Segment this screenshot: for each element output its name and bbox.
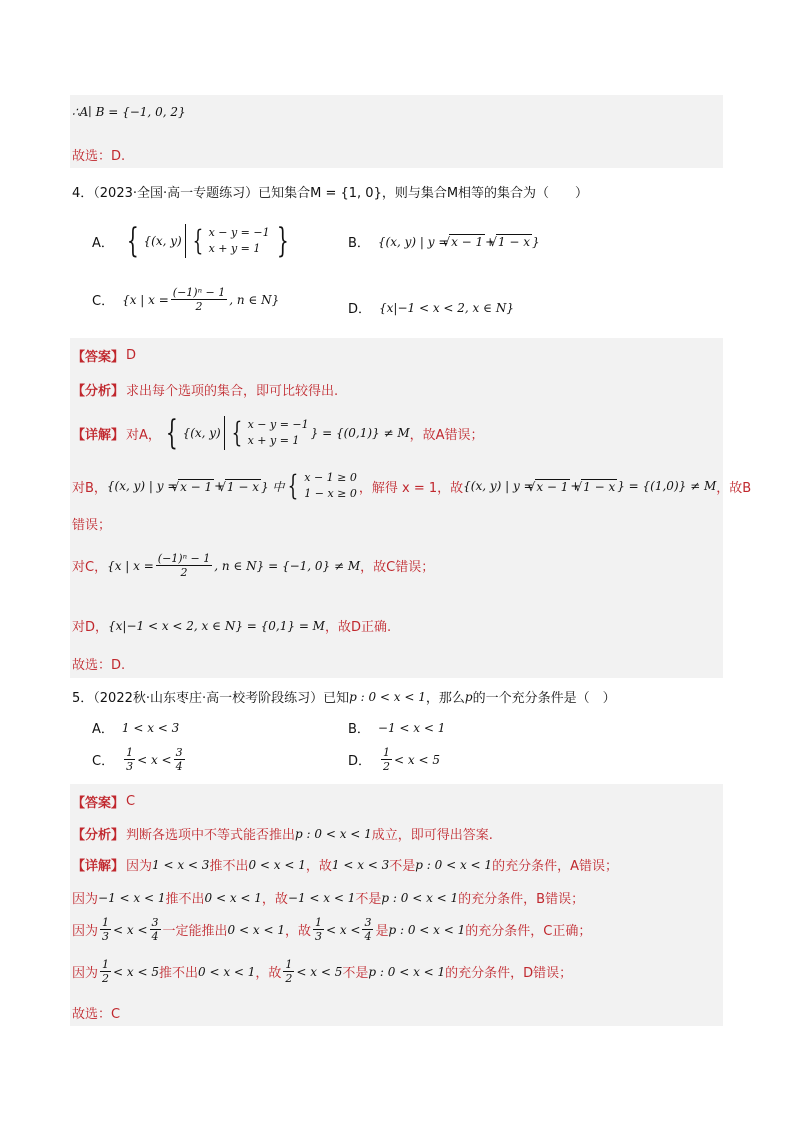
text: ，故 (305, 859, 332, 874)
q4-detail-d-result: {x|−1 < x < 2, x ∈ N} = {0,1} = M (108, 618, 325, 633)
q4-detail-b-result: } = {(1,0)} ≠ M (617, 479, 717, 493)
q5-detail-3 (72, 916, 591, 943)
text: 不是 (342, 966, 369, 981)
q4-detail-c-tail: , n ∈ N} = {−1, 0} ≠ M (214, 558, 361, 573)
q4-detail-c-end: ，故C错误； (360, 560, 435, 575)
q4-detail-d-end: ，故D正确. (324, 620, 392, 635)
q5-answer-line-text: 故选：C (72, 1007, 121, 1022)
q4-detail-b (72, 470, 751, 502)
q5-option-c-mid: < x < (137, 752, 172, 767)
q4-detail-c (72, 552, 434, 579)
math: 0 < x < 1 (198, 964, 256, 979)
q4-analysis (72, 380, 338, 399)
q4-option-a-eq2: x + y = 1 (208, 242, 261, 255)
q5-option-c-frac2 (174, 746, 185, 773)
math: −1 < x < 1 (287, 890, 356, 905)
q5-answer-value: C (126, 794, 136, 809)
fraction-denominator: 2 (285, 972, 293, 985)
q4-option-c-fraction (171, 286, 227, 313)
q5-answer (72, 792, 135, 811)
q4-detail-b-root2b: √ 1 − x (581, 479, 617, 494)
q4-stem-text: 4．（2023·全国·高一专题练习）已知集合M = {1, 0}，则与集合M相等的集合为（ ） (72, 186, 589, 201)
q5-option-c-label: C． (92, 754, 115, 769)
q4-option-b-root2: √ 1 − x (496, 234, 532, 249)
q5-option-c-frac1 (124, 746, 135, 773)
q4-option-b (348, 232, 540, 251)
fraction-numerator: (−1)ⁿ − 1 (157, 552, 211, 565)
q4-detail-b-set: {(x, y) | y = (106, 479, 178, 493)
detail-tag: 【详解】 (72, 427, 125, 443)
q5-option-a-value: 1 < x < 3 (121, 720, 180, 735)
text: 的充分条件，D错误； (445, 966, 573, 981)
fraction-numerator: (−1)ⁿ − 1 (172, 286, 226, 299)
set-bar (185, 224, 186, 258)
math: 0 < x < 1 (248, 857, 306, 872)
q4-detail-a-prefix: 对A， (126, 427, 161, 443)
q5-option-b-value: −1 < x < 1 (377, 720, 446, 735)
q4-option-a-eq1: x − y = −1 (208, 226, 270, 239)
q5-analysis-prefix: 判断各选项中不等式能否推出 (126, 828, 296, 843)
fraction-numerator: 1 (383, 746, 391, 759)
math: < x < (325, 922, 361, 937)
q5-option-c (92, 746, 187, 773)
text: 推不出 (165, 892, 205, 907)
q4-answer-value: D (126, 348, 137, 363)
q5-analysis-math: p : 0 < x < 1 (295, 826, 372, 841)
q5-detail-4 (72, 958, 572, 985)
fraction-denominator: 3 (126, 760, 134, 773)
q4-detail-c-fraction (156, 552, 212, 579)
q4-answer-line-text: 故选：D. (72, 658, 126, 673)
q4-stem (72, 182, 588, 201)
q5-stem-mid: ，那么 (425, 691, 465, 706)
prev-answer-line (72, 145, 125, 164)
q4-answer-line (72, 654, 125, 673)
q4-detail-a-result: } = {(0,1)} ≠ M (310, 426, 410, 440)
q4-option-c-label: C． (92, 294, 115, 309)
math: < x < 5 (296, 964, 343, 979)
math: p : 0 < x < 1 (415, 857, 493, 872)
math: −1 < x < 1 (98, 890, 166, 905)
q5-option-d (348, 746, 440, 773)
q4-option-a (92, 221, 293, 261)
q5-stem-prefix: 5．（2022秋·山东枣庄·高一校考阶段练习）已知 (72, 691, 350, 706)
answer-tag: 【答案】 (72, 796, 125, 811)
q4-option-c-set: {x | x = (122, 292, 169, 307)
q4-detail-b-root1b: √ x − 1 (535, 479, 571, 494)
fraction-numerator: 1 (102, 916, 110, 929)
q5-answer-line (72, 1003, 120, 1022)
prev-answer-text: 故选：D. (72, 149, 126, 164)
math: 0 < x < 1 (227, 922, 285, 937)
q5-stem-suffix: 的一个充分条件是（ ） (472, 691, 616, 706)
q4-detail-a-system (248, 417, 309, 449)
q5-option-d-frac (381, 746, 392, 773)
q4-detail-b-ineq1: x − 1 ≥ 0 (304, 471, 357, 484)
text: 的充分条件，A错误； (492, 859, 618, 874)
q4-answer (72, 346, 136, 365)
detail-tag: 【详解】 (72, 859, 125, 874)
q4-option-d-set: {x|−1 < x < 2, x ∈ N} (379, 300, 514, 315)
math: p : 0 < x < 1 (368, 964, 446, 979)
text: ，故 (284, 924, 311, 939)
q5-option-a (92, 718, 179, 737)
q4-detail-b-root1: √ x − 1 (178, 479, 214, 494)
fraction-numerator: 1 (314, 916, 322, 929)
fraction-denominator: 2 (102, 972, 110, 985)
q4-detail-a-set: {(x, y) (182, 426, 221, 440)
q4-option-b-set: {(x, y) | y = (377, 234, 449, 249)
fraction-numerator: 1 (102, 958, 110, 971)
fraction-denominator: 2 (180, 566, 188, 579)
text: ，故 (255, 966, 282, 981)
fraction-denominator: 3 (102, 930, 110, 943)
q4-option-b-label: B． (348, 236, 370, 251)
fraction-denominator: 3 (314, 930, 322, 943)
q4-analysis-text: 求出每个选项的集合，即可比较得出. (126, 384, 339, 399)
math: p : 0 < x < 1 (388, 922, 466, 937)
q4-detail-b-set2: {(x, y) | y = (463, 479, 534, 493)
q5-detail-2 (72, 888, 584, 907)
q4-option-d-label: D． (348, 302, 372, 317)
fraction (283, 958, 294, 985)
q4-detail-b-plus2: + (570, 479, 581, 493)
fraction (362, 916, 373, 943)
prev-conclusion (72, 105, 186, 119)
system-brace: { (288, 469, 299, 502)
q5-option-d-tail: < x < 5 (394, 752, 440, 767)
fraction (150, 916, 161, 943)
q5-analysis-suffix: 成立，即可得出答案. (371, 828, 493, 843)
q4-option-d (348, 298, 514, 317)
text: 因为 (72, 966, 99, 981)
fraction-denominator: 4 (175, 760, 183, 773)
q4-option-a-label: A． (92, 235, 114, 251)
math: p : 0 < x < 1 (381, 890, 459, 905)
q4-detail-c-prefix: 对C， (72, 560, 108, 575)
text: 一定能推出 (162, 924, 228, 939)
q4-detail-b-end: ，故B (716, 480, 752, 496)
answer-tag: 【答案】 (72, 350, 125, 365)
text: 推不出 (209, 859, 249, 874)
math: 1 < x < 3 (152, 857, 210, 872)
text: 的充分条件，B错误； (458, 892, 585, 907)
left-brace: { (165, 413, 178, 453)
system-brace: { (231, 416, 243, 449)
analysis-tag: 【分析】 (72, 828, 125, 843)
q4-detail-a-eq1: x − y = −1 (247, 418, 309, 431)
set-bar (224, 416, 225, 450)
fraction-denominator: 4 (151, 930, 159, 943)
system-brace: { (192, 224, 203, 257)
text: 因为 (72, 924, 99, 939)
math: < x < 5 (113, 964, 159, 979)
q5-stem-condition: p : 0 < x < 1 (349, 689, 426, 704)
q5-option-b-label: B． (348, 722, 370, 737)
prev-conclusion-text: ∴A∣ B = {−1, 0, 2} (72, 105, 186, 119)
fraction-denominator: 2 (383, 760, 391, 773)
q5-analysis (72, 824, 493, 843)
q4-detail-c-set: {x | x = (107, 558, 154, 573)
q4-detail-b-mid: } 中 (260, 479, 285, 494)
fraction-numerator: 3 (151, 916, 159, 929)
fraction (100, 916, 111, 943)
fraction-numerator: 3 (364, 916, 372, 929)
fraction-numerator: 1 (285, 958, 293, 971)
fraction-denominator: 2 (195, 300, 203, 313)
q4-detail-a-end: ，故A错误； (409, 427, 484, 443)
fraction (313, 916, 324, 943)
q5-stem (72, 687, 616, 706)
analysis-tag: 【分析】 (72, 384, 125, 399)
fraction-numerator: 1 (126, 746, 134, 759)
text: 因为 (72, 892, 99, 907)
left-brace: { (126, 221, 139, 261)
q4-detail-d (72, 616, 391, 635)
math: 0 < x < 1 (204, 890, 262, 905)
text: 不是 (389, 859, 416, 874)
q5-option-b (348, 718, 445, 737)
fraction-numerator: 3 (175, 746, 183, 759)
q4-detail-b-system (304, 470, 357, 502)
q4-option-b-plus: + (485, 234, 496, 249)
q4-detail-d-prefix: 对D， (72, 620, 109, 635)
text: 是 (375, 924, 389, 939)
text: 不是 (355, 892, 382, 907)
q4-option-b-root1: √ x − 1 (449, 234, 485, 249)
right-brace: } (276, 221, 289, 261)
q5-option-a-label: A． (92, 722, 114, 737)
q4-option-a-system (209, 225, 270, 257)
text: 因为 (126, 859, 153, 874)
q4-detail-b-prefix: 对B， (72, 480, 107, 496)
q5-option-d-label: D． (348, 754, 372, 769)
fraction-denominator: 4 (364, 930, 372, 943)
text: 的充分条件，C正确； (465, 924, 592, 939)
q4-detail-b-wrap-text: 错误； (72, 518, 112, 533)
q4-detail-b-wrap (72, 514, 111, 533)
q4-detail-a (72, 413, 484, 453)
q4-option-b-close: } (531, 234, 540, 249)
fraction (100, 958, 111, 985)
q4-detail-b-solution: ，解得 x = 1，故 (358, 480, 464, 496)
text: 推不出 (158, 966, 198, 981)
text: ，故 (261, 892, 288, 907)
math: 1 < x < 3 (331, 857, 390, 872)
q4-option-a-set: {(x, y) (143, 234, 182, 248)
q5-detail-1 (72, 855, 618, 874)
math: < x < (113, 922, 148, 937)
q4-detail-a-eq2: x + y = 1 (247, 434, 300, 447)
q4-detail-b-ineq2: 1 − x ≥ 0 (304, 487, 357, 500)
q4-detail-b-plus: + (214, 479, 225, 493)
q4-detail-b-root2: √ 1 − x (225, 479, 261, 494)
q4-option-c (92, 286, 279, 313)
q5-stem-p: p (464, 689, 473, 704)
q4-option-c-tail: , n ∈ N} (229, 292, 280, 307)
